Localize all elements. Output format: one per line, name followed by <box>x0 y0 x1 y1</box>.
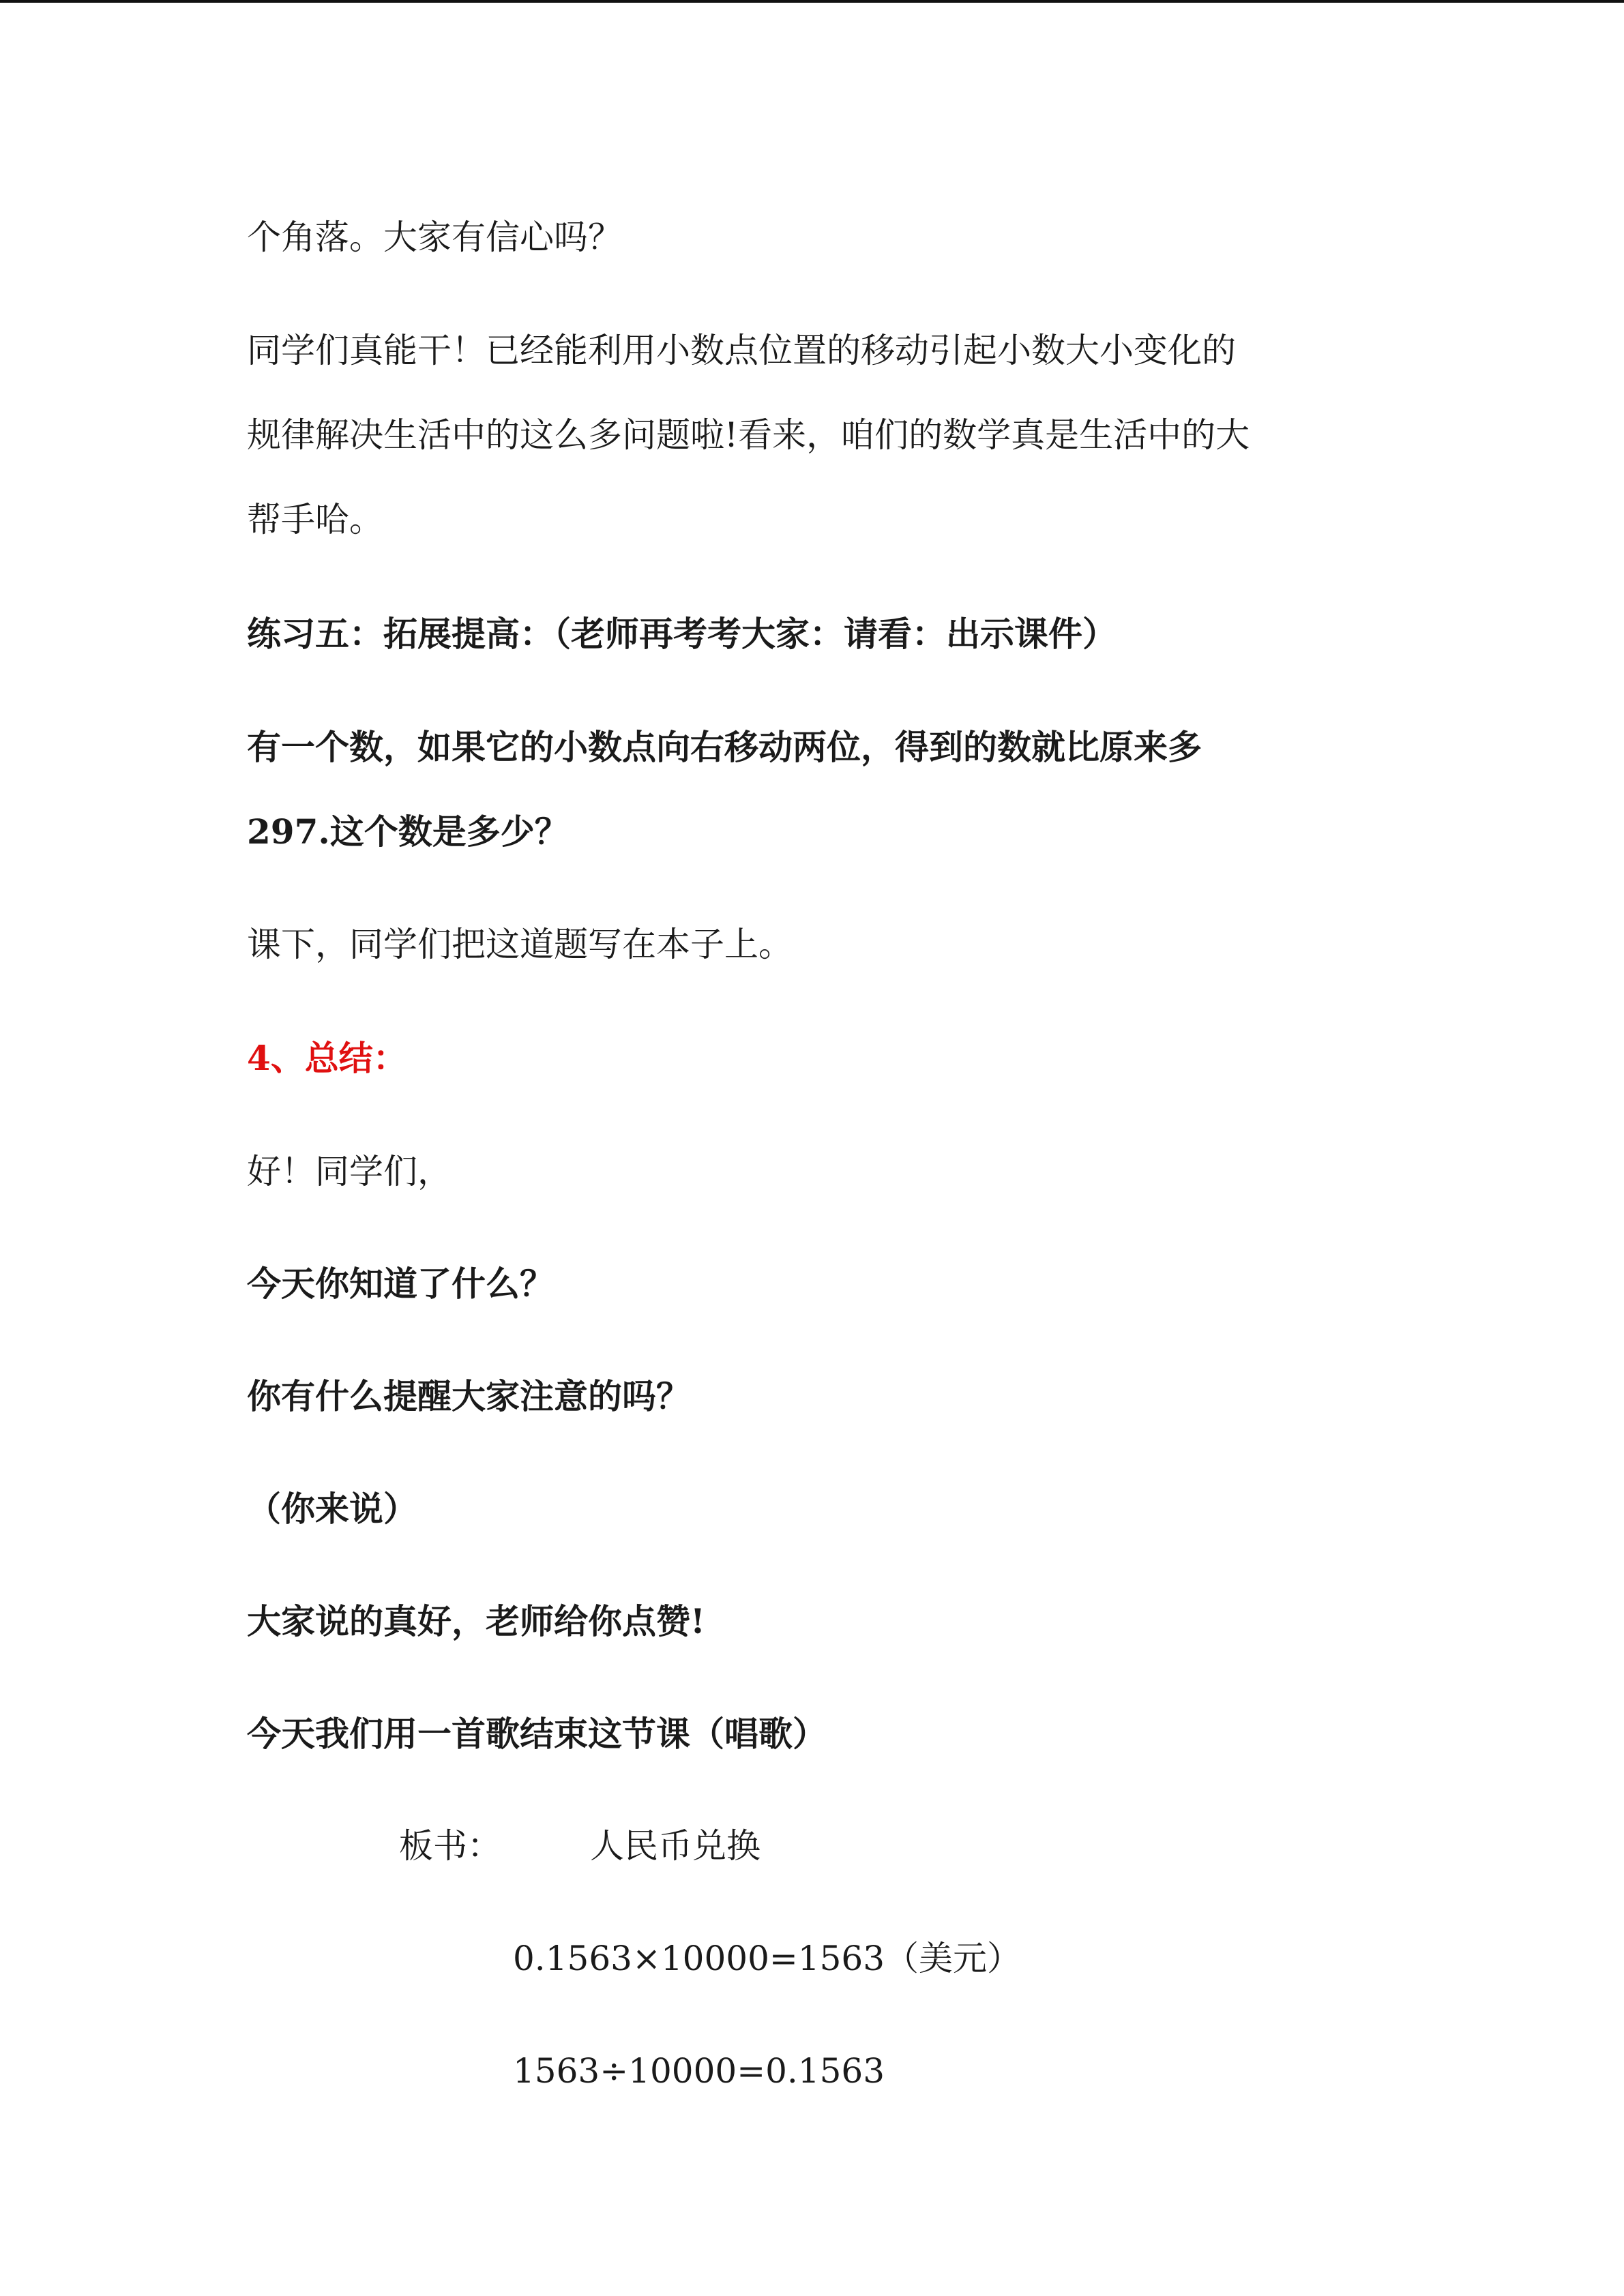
paragraph-line: 规律解决生活中的这么多问题啦!看来，咱们的数学真是生活中的大 <box>247 415 1250 455</box>
paragraph-line: （你来说） <box>247 1489 417 1529</box>
board-equation: 1563÷10000=0.1563 <box>513 2051 885 2091</box>
paragraph-line: 同学们真能干！已经能利用小数点位置的移动引起小数大小变化的 <box>247 331 1236 370</box>
question-line: 你有什么提醒大家注意的吗？ <box>247 1376 690 1416</box>
section-heading: 4、总结： <box>247 1038 407 1078</box>
board-equation: 0.1563×10000=1563（美元） <box>513 1939 1022 1978</box>
question-line: 今天你知道了什么？ <box>247 1264 554 1304</box>
exercise-heading: 练习五：拓展提高：（老师再考考大家：请看：出示课件） <box>247 614 1117 654</box>
paragraph-line: 个角落。大家有信心吗？ <box>247 218 622 257</box>
paragraph-line: 今天我们用一首歌结束这节课（唱歌） <box>247 1714 827 1754</box>
paragraph-line: 帮手哈。 <box>247 500 383 539</box>
paragraph-line: 课下，同学们把这道题写在本子上。 <box>247 925 793 964</box>
paragraph-line: 大家说的真好，老师给你点赞! <box>247 1601 705 1641</box>
problem-line: 297.这个数是多少？ <box>247 811 569 852</box>
board-title: 人民币兑换 <box>590 1826 761 1866</box>
paragraph-line: 好！同学们， <box>247 1152 452 1191</box>
board-label: 板书： <box>399 1826 501 1866</box>
problem-line: 有一个数，如果它的小数点向右移动两位，得到的数就比原来多 <box>247 727 1202 767</box>
page-top-border <box>0 0 1624 3</box>
